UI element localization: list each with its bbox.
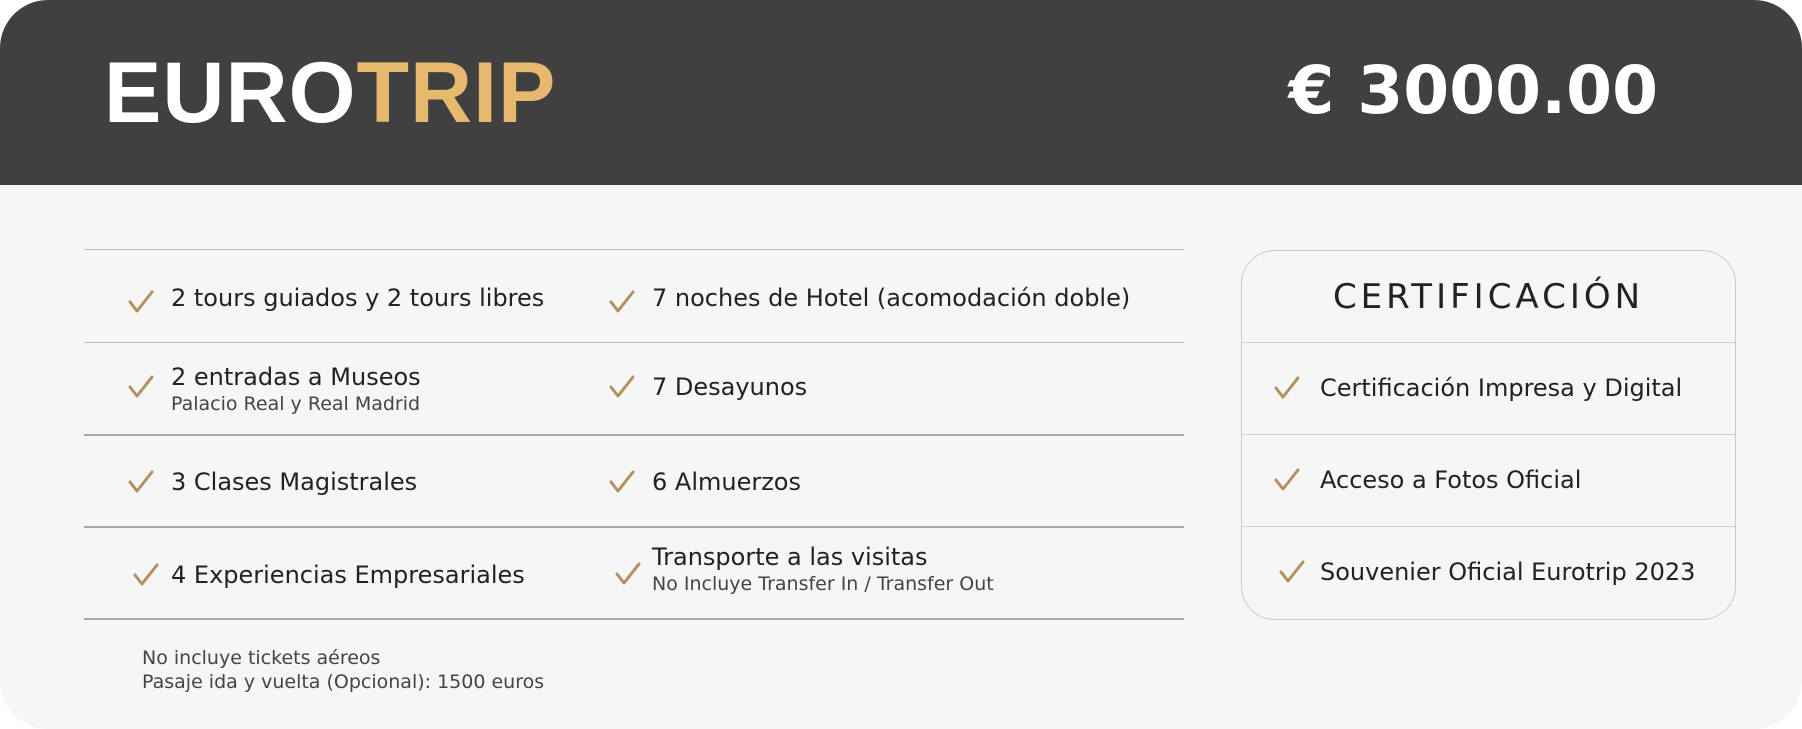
certification-item [1242, 343, 1735, 433]
include-item-title: 4 Experiencias Empresariales [171, 561, 525, 589]
check-icon [615, 561, 641, 587]
check-icon [128, 289, 154, 315]
check-icon [1274, 375, 1300, 401]
divider [84, 434, 1184, 436]
footnote-line: Pasaje ida y vuelta (Opcional): 1500 euros [142, 671, 545, 694]
include-item-title: 2 entradas a Museos [171, 363, 421, 391]
include-item-title: 7 noches de Hotel (acomodación doble) [652, 284, 1131, 312]
divider [84, 526, 1184, 528]
certification-item [1242, 527, 1735, 617]
include-item [652, 284, 1130, 313]
include-item-title: 6 Almuerzos [652, 468, 801, 496]
check-icon [128, 374, 154, 400]
certification-box [1241, 250, 1736, 620]
check-icon [609, 374, 635, 400]
include-item-title: 3 Clases Magistrales [171, 468, 418, 496]
include-item [171, 561, 525, 590]
certification-title: CERTIFICACIÓN [1332, 276, 1645, 317]
include-item [652, 373, 807, 402]
include-item [652, 543, 994, 596]
check-icon [1274, 467, 1300, 493]
certification-item [1242, 435, 1735, 525]
certification-item-label: Souvenier Oficial Eurotrip 2023 [1320, 558, 1696, 586]
header-bar [0, 0, 1802, 185]
check-icon [609, 469, 635, 495]
check-icon [609, 289, 635, 315]
include-item-subtitle: Palacio Real y Real Madrid [171, 392, 421, 415]
divider [84, 618, 1184, 620]
include-item [652, 468, 801, 497]
certification-item-label: Certificación Impresa y Digital [1320, 374, 1683, 402]
include-item-title: 2 tours guiados y 2 tours libres [171, 284, 545, 312]
logo-euro: EURO [104, 45, 357, 141]
check-icon [133, 562, 159, 588]
eurotrip-logo [104, 45, 557, 141]
include-item [171, 363, 421, 416]
include-item-title: Transporte a las visitas [652, 543, 928, 571]
footnote-line: No incluye tickets aéreos [142, 647, 381, 669]
check-icon [1279, 559, 1305, 585]
footnote [142, 646, 544, 694]
include-item-subtitle: No Incluye Transfer In / Transfer Out [652, 572, 994, 595]
divider [84, 342, 1184, 343]
logo-trip: TRIP [356, 45, 557, 141]
check-icon [128, 469, 154, 495]
price-label: € 3000.00 [1288, 52, 1658, 129]
divider [84, 249, 1184, 250]
certification-item-label: Acceso a Fotos Oficial [1320, 466, 1582, 494]
include-item [171, 284, 544, 313]
include-item [171, 468, 417, 497]
include-item-title: 7 Desayunos [652, 373, 808, 401]
